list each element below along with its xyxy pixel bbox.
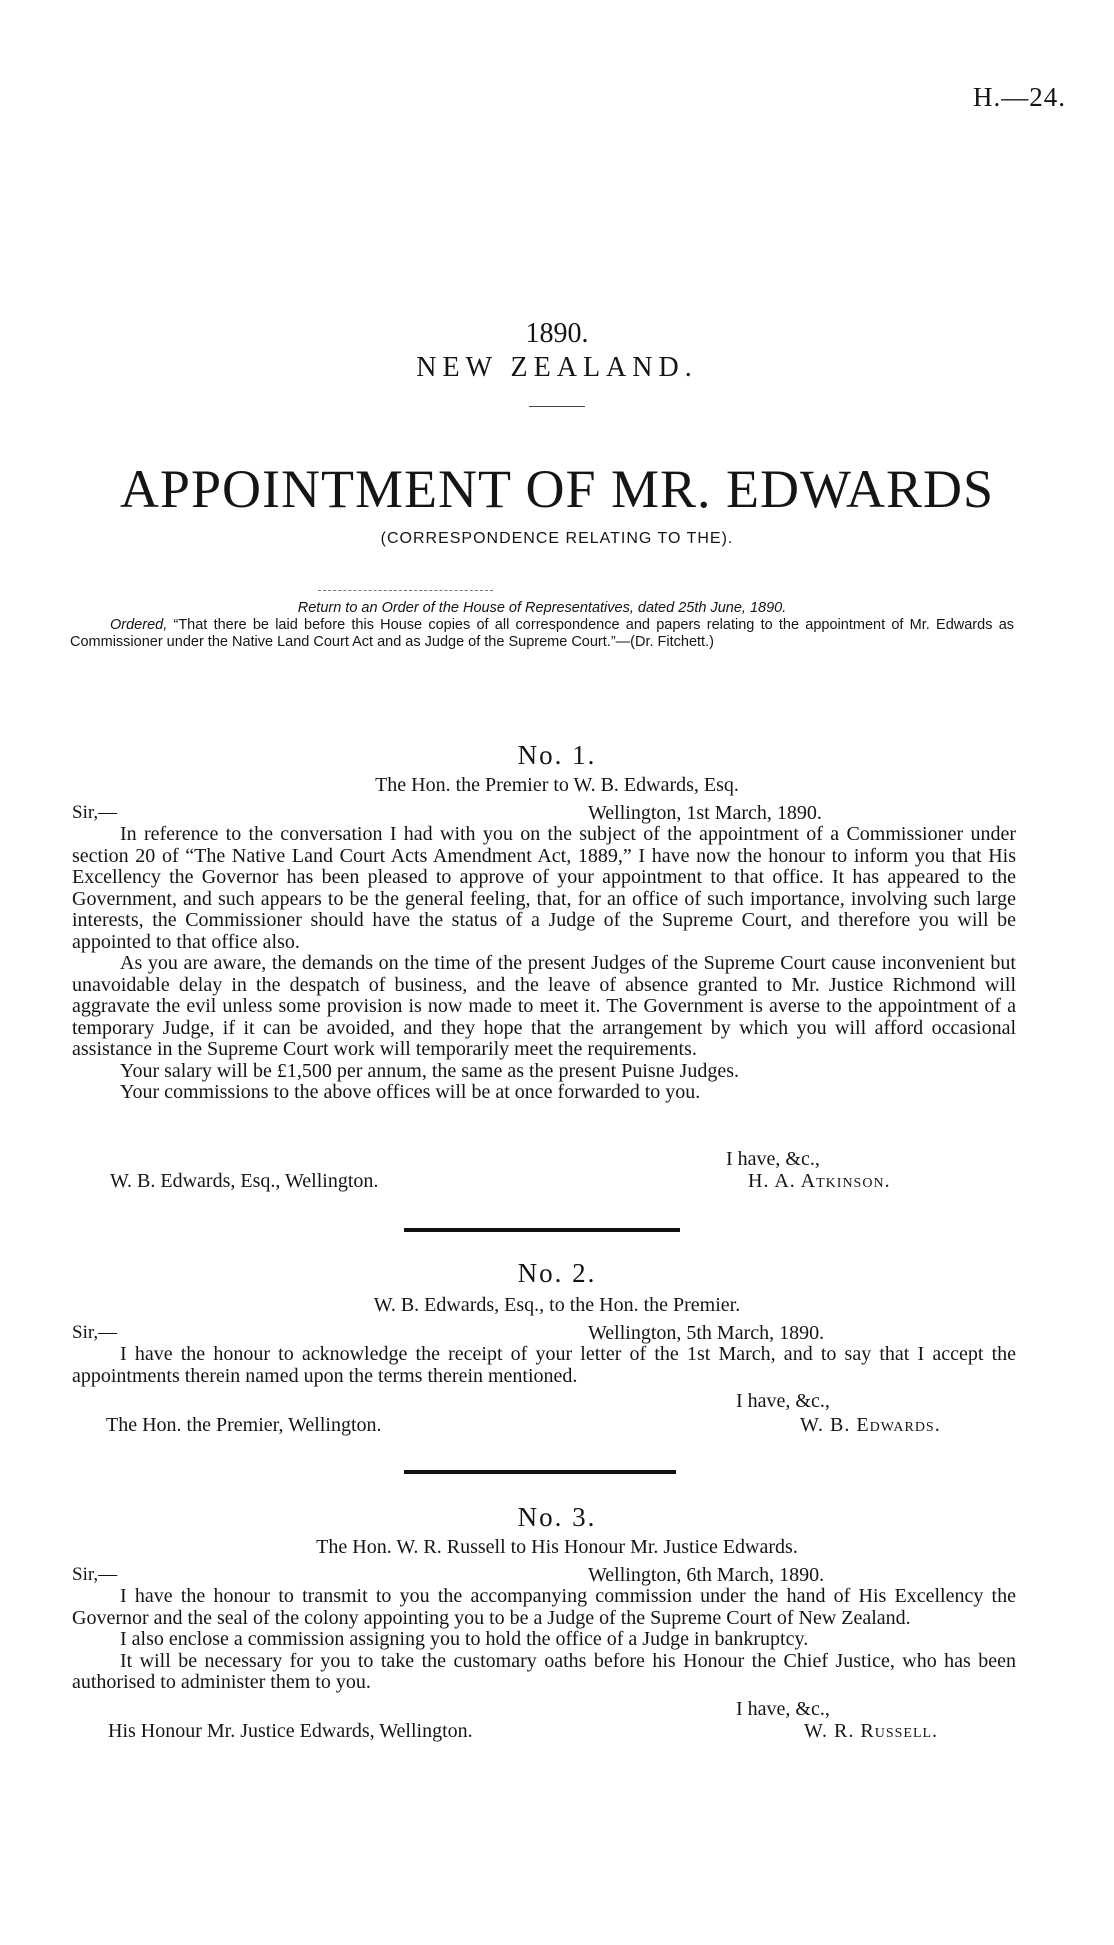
- letter-2-heading: W. B. Edwards, Esq., to the Hon. the Premier.: [373, 1294, 741, 1316]
- document-subtitle: (CORRESPONDENCE RELATING TO THE).: [380, 530, 734, 547]
- letter-1-paragraph: In reference to the conversation I had with you on the subject of the appointment of a Commissioner under section 20 of “The Native Land Court Acts Amendment Act, 1889,” I have now the honour to inform you that His Excellency the Governor has been pleased to approve of your appointment to that office. It has appeared to the Government, and such appears to be the general feeling, that, for an office of such importance, involving such large interests, the Commissioner should have the status of a Judge of the Supreme Court, and therefore you will be appointed to that office also.: [72, 823, 1016, 953]
- letter-1-body: [72, 824, 1016, 1104]
- letter-2-signature: W. B. Edwards.: [800, 1414, 941, 1436]
- letter-3-paragraph: I also enclose a commission assigning you to hold the office of a Judge in bankruptcy.: [120, 1628, 809, 1650]
- ordered-label: Ordered,: [110, 617, 168, 633]
- letter-3-salutation: Sir,—: [72, 1564, 118, 1585]
- letter-3-signature: W. R. Russell.: [804, 1720, 939, 1742]
- letter-1-closing: I have, &c.,: [726, 1148, 820, 1170]
- ordered-paragraph: [70, 617, 1014, 651]
- section-divider: [404, 1228, 680, 1232]
- letter-1-salutation: Sir,—: [72, 802, 118, 823]
- letter-3-address: Wellington, 6th March, 1890.: [588, 1564, 825, 1586]
- ordered-text: “That there be laid before this House copies of all correspondence and papers relating to the appointment of Mr. Edwards as Commissioner under the Native Land Court Act and as Judge of the Supreme Court.”—(Dr. Fitchett.): [70, 617, 1015, 650]
- letter-2-paragraph: I have the honour to acknowledge the receipt of your letter of the 1st March, and to say that I accept the appointments therein named upon the terms therein mentioned.: [72, 1343, 1016, 1387]
- letter-1-heading: The Hon. the Premier to W. B. Edwards, Esq.: [375, 774, 739, 796]
- letter-1-address: Wellington, 1st March, 1890.: [588, 802, 822, 824]
- document-title: APPOINTMENT OF MR. EDWARDS: [119, 459, 995, 519]
- document-year: 1890.: [525, 318, 589, 349]
- letter-3-body: [72, 1586, 1016, 1694]
- letter-1-paragraph: Your salary will be £1,500 per annum, the same as the present Puisne Judges.: [120, 1059, 739, 1082]
- section-divider: [404, 1470, 676, 1474]
- letter-2-recipient: The Hon. the Premier, Wellington.: [106, 1414, 382, 1436]
- letter-3-heading: The Hon. W. R. Russell to His Honour Mr. Justice Edwards.: [316, 1536, 798, 1558]
- letter-3-recipient: His Honour Mr. Justice Edwards, Wellington.: [108, 1720, 473, 1742]
- return-line: Return to an Order of the House of Representatives, dated 25th June, 1890.: [297, 600, 787, 616]
- letter-1-signature: H. A. Atkinson.: [748, 1170, 891, 1192]
- letter-1-paragraph: As you are aware, the demands on the time of the present Judges of the Supreme Court cause inconvenient but unavoidable delay in the despatch of business, and the leave of absence granted to Mr. Justice Richmond will aggravate the evil unless some provision is now made to meet it. The Government is averse to the appointment of a temporary Judge, if it can be avoided, and they hope that the arrangement by which you will afford occasional assistance in the Supreme Court work will temporarily meet the requirements.: [72, 952, 1016, 1060]
- country-heading: NEW ZEALAND.: [416, 352, 698, 383]
- subtitle-divider: [318, 590, 493, 591]
- letter-2-salutation: Sir,—: [72, 1322, 118, 1343]
- order-of-house: [70, 600, 1014, 651]
- letter-2-address: Wellington, 5th March, 1890.: [588, 1322, 825, 1344]
- letter-2-closing: I have, &c.,: [736, 1390, 830, 1412]
- letter-1-paragraph: Your commissions to the above offices will be at once forwarded to you.: [120, 1081, 701, 1103]
- letter-2-number: No. 2.: [517, 1258, 597, 1288]
- title-divider: [529, 406, 585, 407]
- page-reference: H.—24.: [973, 82, 1066, 112]
- letter-1-number: No. 1.: [517, 740, 597, 770]
- letter-3-number: No. 3.: [517, 1502, 597, 1532]
- letter-3-paragraph: It will be necessary for you to take the customary oaths before his Honour the Chief Justice, who has been authorised to administer them to you.: [72, 1649, 1016, 1693]
- letter-3-paragraph: I have the honour to transmit to you the accompanying commission under the hand of His Excellency the Governor and the seal of the colony appointing you to be a Judge of the Supreme Court of New Zealand.: [72, 1585, 1016, 1629]
- letter-3-closing: I have, &c.,: [736, 1698, 830, 1720]
- letter-2-body: [72, 1344, 1016, 1387]
- letter-1-recipient: W. B. Edwards, Esq., Wellington.: [110, 1170, 379, 1192]
